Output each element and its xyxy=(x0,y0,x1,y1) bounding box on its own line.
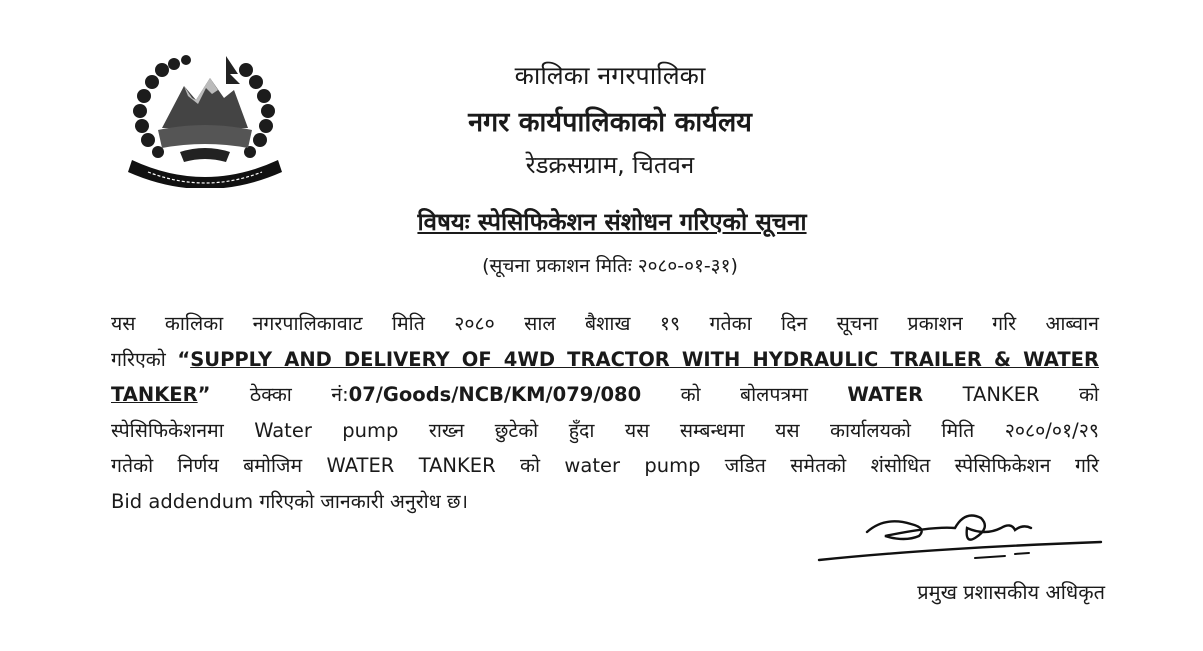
body-text: TANKER को xyxy=(962,383,1099,406)
notice-body xyxy=(111,306,1099,519)
quote-mark: ” xyxy=(197,383,211,406)
signatory-designation: प्रमुख प्रशासकीय अधिकृत xyxy=(917,580,1105,604)
contract-number: 07/Goods/NCB/KM/079/080 xyxy=(348,383,642,406)
quote-mark: “ xyxy=(177,347,191,371)
government-emblem-logo xyxy=(122,48,288,188)
office-address: रेडक्रसग्राम, चितवन xyxy=(525,151,695,179)
handshake-icon xyxy=(180,148,230,162)
mountain-icon xyxy=(162,78,248,128)
office-name: नगर कार्यपालिकाको कार्यलय xyxy=(468,107,752,138)
body-line-5: गतेको निर्णय बमोजिम WATER TANKER को water pump जडित समेतको शंसोधित स्पेसिफिकेशन गरि xyxy=(111,454,1099,477)
body-text: को बोलपत्रमा xyxy=(680,383,808,406)
flag-icon xyxy=(226,56,240,84)
body-text: ठेक्का नं: xyxy=(249,383,349,406)
publication-date: (सूचना प्रकाशन मितिः २०८०-०१-३१) xyxy=(482,255,738,277)
body-text: गरिएको xyxy=(111,347,166,371)
contract-title: SUPPLY AND DELIVERY OF 4WD TRACTOR WITH HYDRAULIC TRAILER & WATER xyxy=(190,347,1099,371)
item-name: WATER xyxy=(847,383,924,406)
body-line-1: यस कालिका नगरपालिकावाट मिति २०८० साल बैशाख १९ गतेका दिन सूचना प्रकाशन गरि आब्वान xyxy=(111,312,1099,335)
notice-subject: विषयः स्पेसिफिकेशन संशोधन गरिएको सूचना xyxy=(417,208,807,236)
body-line-2 xyxy=(111,342,1099,378)
municipality-name: कालिका नगरपालिका xyxy=(514,61,706,90)
handwritten-signature xyxy=(815,498,1105,573)
ribbon-icon xyxy=(128,160,282,188)
contract-title-continued: TANKER xyxy=(111,383,198,406)
body-line-3 xyxy=(111,377,1099,413)
body-line-6: Bid addendum गरिएको जानकारी अनुरोध छ। xyxy=(111,489,468,513)
body-line-4: स्पेसिफिकेशनमा Water pump राख्न छुटेको हुँदा यस सम्बन्धमा यस कार्यालयको मिति २०८०/०१/२९ xyxy=(111,418,1099,442)
